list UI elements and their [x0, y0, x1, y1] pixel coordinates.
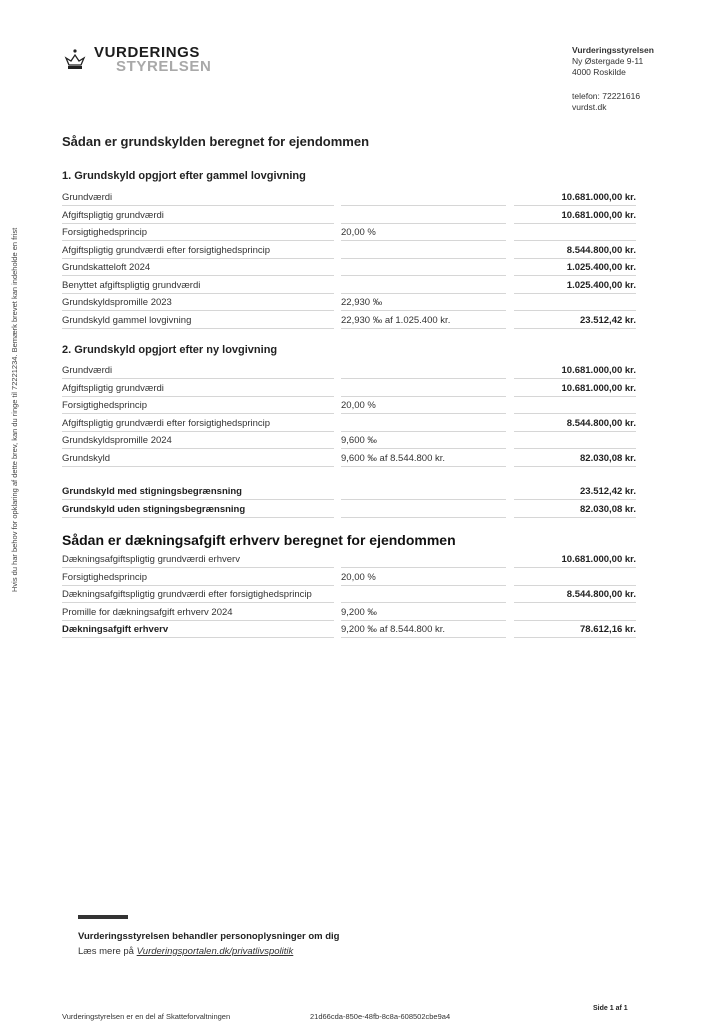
row-amount: [514, 294, 636, 311]
row-rate: [341, 586, 506, 603]
row-amount: 10.681.000,00 kr.: [514, 189, 636, 206]
table-row: [62, 224, 636, 242]
table-row: [62, 604, 636, 622]
table-row: [62, 207, 636, 225]
section3-table: [62, 551, 636, 639]
row-amount: [514, 604, 636, 621]
table-row: [62, 259, 636, 277]
section2-table: [62, 362, 636, 467]
row-label: Forsigtighedsprincip: [62, 397, 334, 414]
row-rate: [341, 362, 506, 379]
section1-table: [62, 189, 636, 329]
row-rate: 22,930 ‰: [341, 294, 506, 311]
row-rate: [341, 189, 506, 206]
row-rate: [341, 207, 506, 224]
table-row: [62, 189, 636, 207]
sender-city: 4000 Roskilde: [572, 67, 626, 77]
row-label: Afgiftspligtig grundværdi efter forsigtighedsprincip: [62, 415, 334, 432]
row-amount: 1.025.400,00 kr.: [514, 277, 636, 294]
row-amount: 23.512,42 kr.: [514, 312, 636, 329]
row-amount: 10.681.000,00 kr.: [514, 380, 636, 397]
table-row: [62, 397, 636, 415]
row-amount: [514, 224, 636, 241]
table-row: [62, 501, 636, 519]
sender-street: Ny Østergade 9-11: [572, 56, 644, 66]
row-rate: 20,00 %: [341, 397, 506, 414]
row-rate: [341, 259, 506, 276]
sender-phone: telefon: 72221616: [572, 91, 641, 101]
row-label: Dækningsafgiftspligtig grundværdi efter forsigtighedsprincip: [62, 586, 334, 603]
footer-page-number: Side 1 af 1: [593, 1005, 628, 1012]
row-rate: 20,00 %: [341, 224, 506, 241]
row-amount: 23.512,42 kr.: [514, 483, 636, 500]
row-label: Grundværdi: [62, 189, 334, 206]
row-rate: 9,600 ‰ af 8.544.800 kr.: [341, 450, 506, 467]
row-amount: [514, 432, 636, 449]
summary-table: [62, 483, 636, 518]
row-rate: [341, 483, 506, 500]
row-rate: 20,00 %: [341, 569, 506, 586]
table-row: [62, 242, 636, 260]
row-label: Grundskyldspromille 2023: [62, 294, 334, 311]
row-label: Grundskyldspromille 2024: [62, 432, 334, 449]
row-label: Grundværdi: [62, 362, 334, 379]
table-row: [62, 380, 636, 398]
side-note: Hvis du har behov for opklaring af dette brev, kan du ringe til 72221234. Bemærk brevet kan indeholde en frist: [10, 227, 19, 592]
agency-logo: [62, 46, 211, 74]
footer-agency: Vurderingstyrelsen er en del af Skatteforvaltningen: [62, 1012, 231, 1021]
row-rate: [341, 415, 506, 432]
row-rate: [341, 277, 506, 294]
table-row: [62, 294, 636, 312]
row-label: Afgiftspligtig grundværdi efter forsigtighedsprincip: [62, 242, 334, 259]
row-rate: [341, 380, 506, 397]
crown-icon: [62, 47, 88, 73]
privacy-title: Vurderingsstyrelsen behandler personoplysninger om dig: [78, 931, 340, 942]
row-rate: 9,200 ‰: [341, 604, 506, 621]
row-label: Benyttet afgiftspligtig grundværdi: [62, 277, 334, 294]
row-label: Grundskyld med stigningsbegrænsning: [62, 483, 334, 500]
row-label: Forsigtighedsprincip: [62, 569, 334, 586]
row-amount: 10.681.000,00 kr.: [514, 362, 636, 379]
row-label: Afgiftspligtig grundværdi: [62, 380, 334, 397]
privacy-text: [78, 946, 293, 957]
logo-line1: VURDERINGS: [94, 44, 201, 61]
table-row: [62, 551, 636, 569]
row-amount: [514, 569, 636, 586]
table-row: [62, 277, 636, 295]
row-label: Grundskyld: [62, 450, 334, 467]
page-title: Sådan er grundskylden beregnet for ejendommen: [62, 134, 370, 149]
row-amount: 82.030,08 kr.: [514, 501, 636, 518]
table-row: [62, 362, 636, 380]
footer-divider: [78, 915, 128, 919]
row-amount: 8.544.800,00 kr.: [514, 415, 636, 432]
table-row: [62, 569, 636, 587]
row-rate: [341, 501, 506, 518]
logo-line2: STYRELSEN: [116, 58, 212, 75]
row-amount: 10.681.000,00 kr.: [514, 551, 636, 568]
sender-web: vurdst.dk: [572, 102, 607, 112]
row-rate: 22,930 ‰ af 1.025.400 kr.: [341, 312, 506, 329]
row-label: Promille for dækningsafgift erhverv 2024: [62, 604, 334, 621]
row-rate: 9,200 ‰ af 8.544.800 kr.: [341, 621, 506, 638]
privacy-text-prefix: Læs mere på: [78, 946, 137, 957]
section2-title: 2. Grundskyld opgjort efter ny lovgivning: [62, 344, 278, 356]
row-label: Dækningsafgiftspligtig grundværdi erhverv: [62, 551, 334, 568]
sender-name: Vurderingsstyrelsen: [572, 45, 654, 55]
row-label: Grundskatteloft 2024: [62, 259, 334, 276]
row-label: Dækningsafgift erhverv: [62, 621, 334, 638]
row-amount: [514, 397, 636, 414]
row-label: Grundskyld gammel lovgivning: [62, 312, 334, 329]
footer-document-id: 21d66cda-850e-48fb-8c8a-608502cbe9a4: [310, 1012, 451, 1021]
table-row: [62, 450, 636, 468]
section3-title: Sådan er dækningsafgift erhverv beregnet for ejendommen: [62, 532, 456, 548]
table-row: [62, 312, 636, 330]
row-amount: 8.544.800,00 kr.: [514, 242, 636, 259]
row-amount: 82.030,08 kr.: [514, 450, 636, 467]
row-amount: 78.612,16 kr.: [514, 621, 636, 638]
row-label: Grundskyld uden stigningsbegrænsning: [62, 501, 334, 518]
privacy-link[interactable]: Vurderingsportalen.dk/privatlivspolitik: [136, 946, 294, 957]
table-row: [62, 432, 636, 450]
table-row: [62, 586, 636, 604]
row-rate: 9,600 ‰: [341, 432, 506, 449]
row-amount: 8.544.800,00 kr.: [514, 586, 636, 603]
row-label: Afgiftspligtig grundværdi: [62, 207, 334, 224]
table-row: [62, 415, 636, 433]
row-amount: 10.681.000,00 kr.: [514, 207, 636, 224]
section1-title: 1. Grundskyld opgjort efter gammel lovgivning: [62, 170, 306, 182]
row-label: Forsigtighedsprincip: [62, 224, 334, 241]
table-row: [62, 621, 636, 639]
table-row: [62, 483, 636, 501]
sender-address: [572, 45, 654, 113]
row-rate: [341, 242, 506, 259]
row-rate: [341, 551, 506, 568]
row-amount: 1.025.400,00 kr.: [514, 259, 636, 276]
